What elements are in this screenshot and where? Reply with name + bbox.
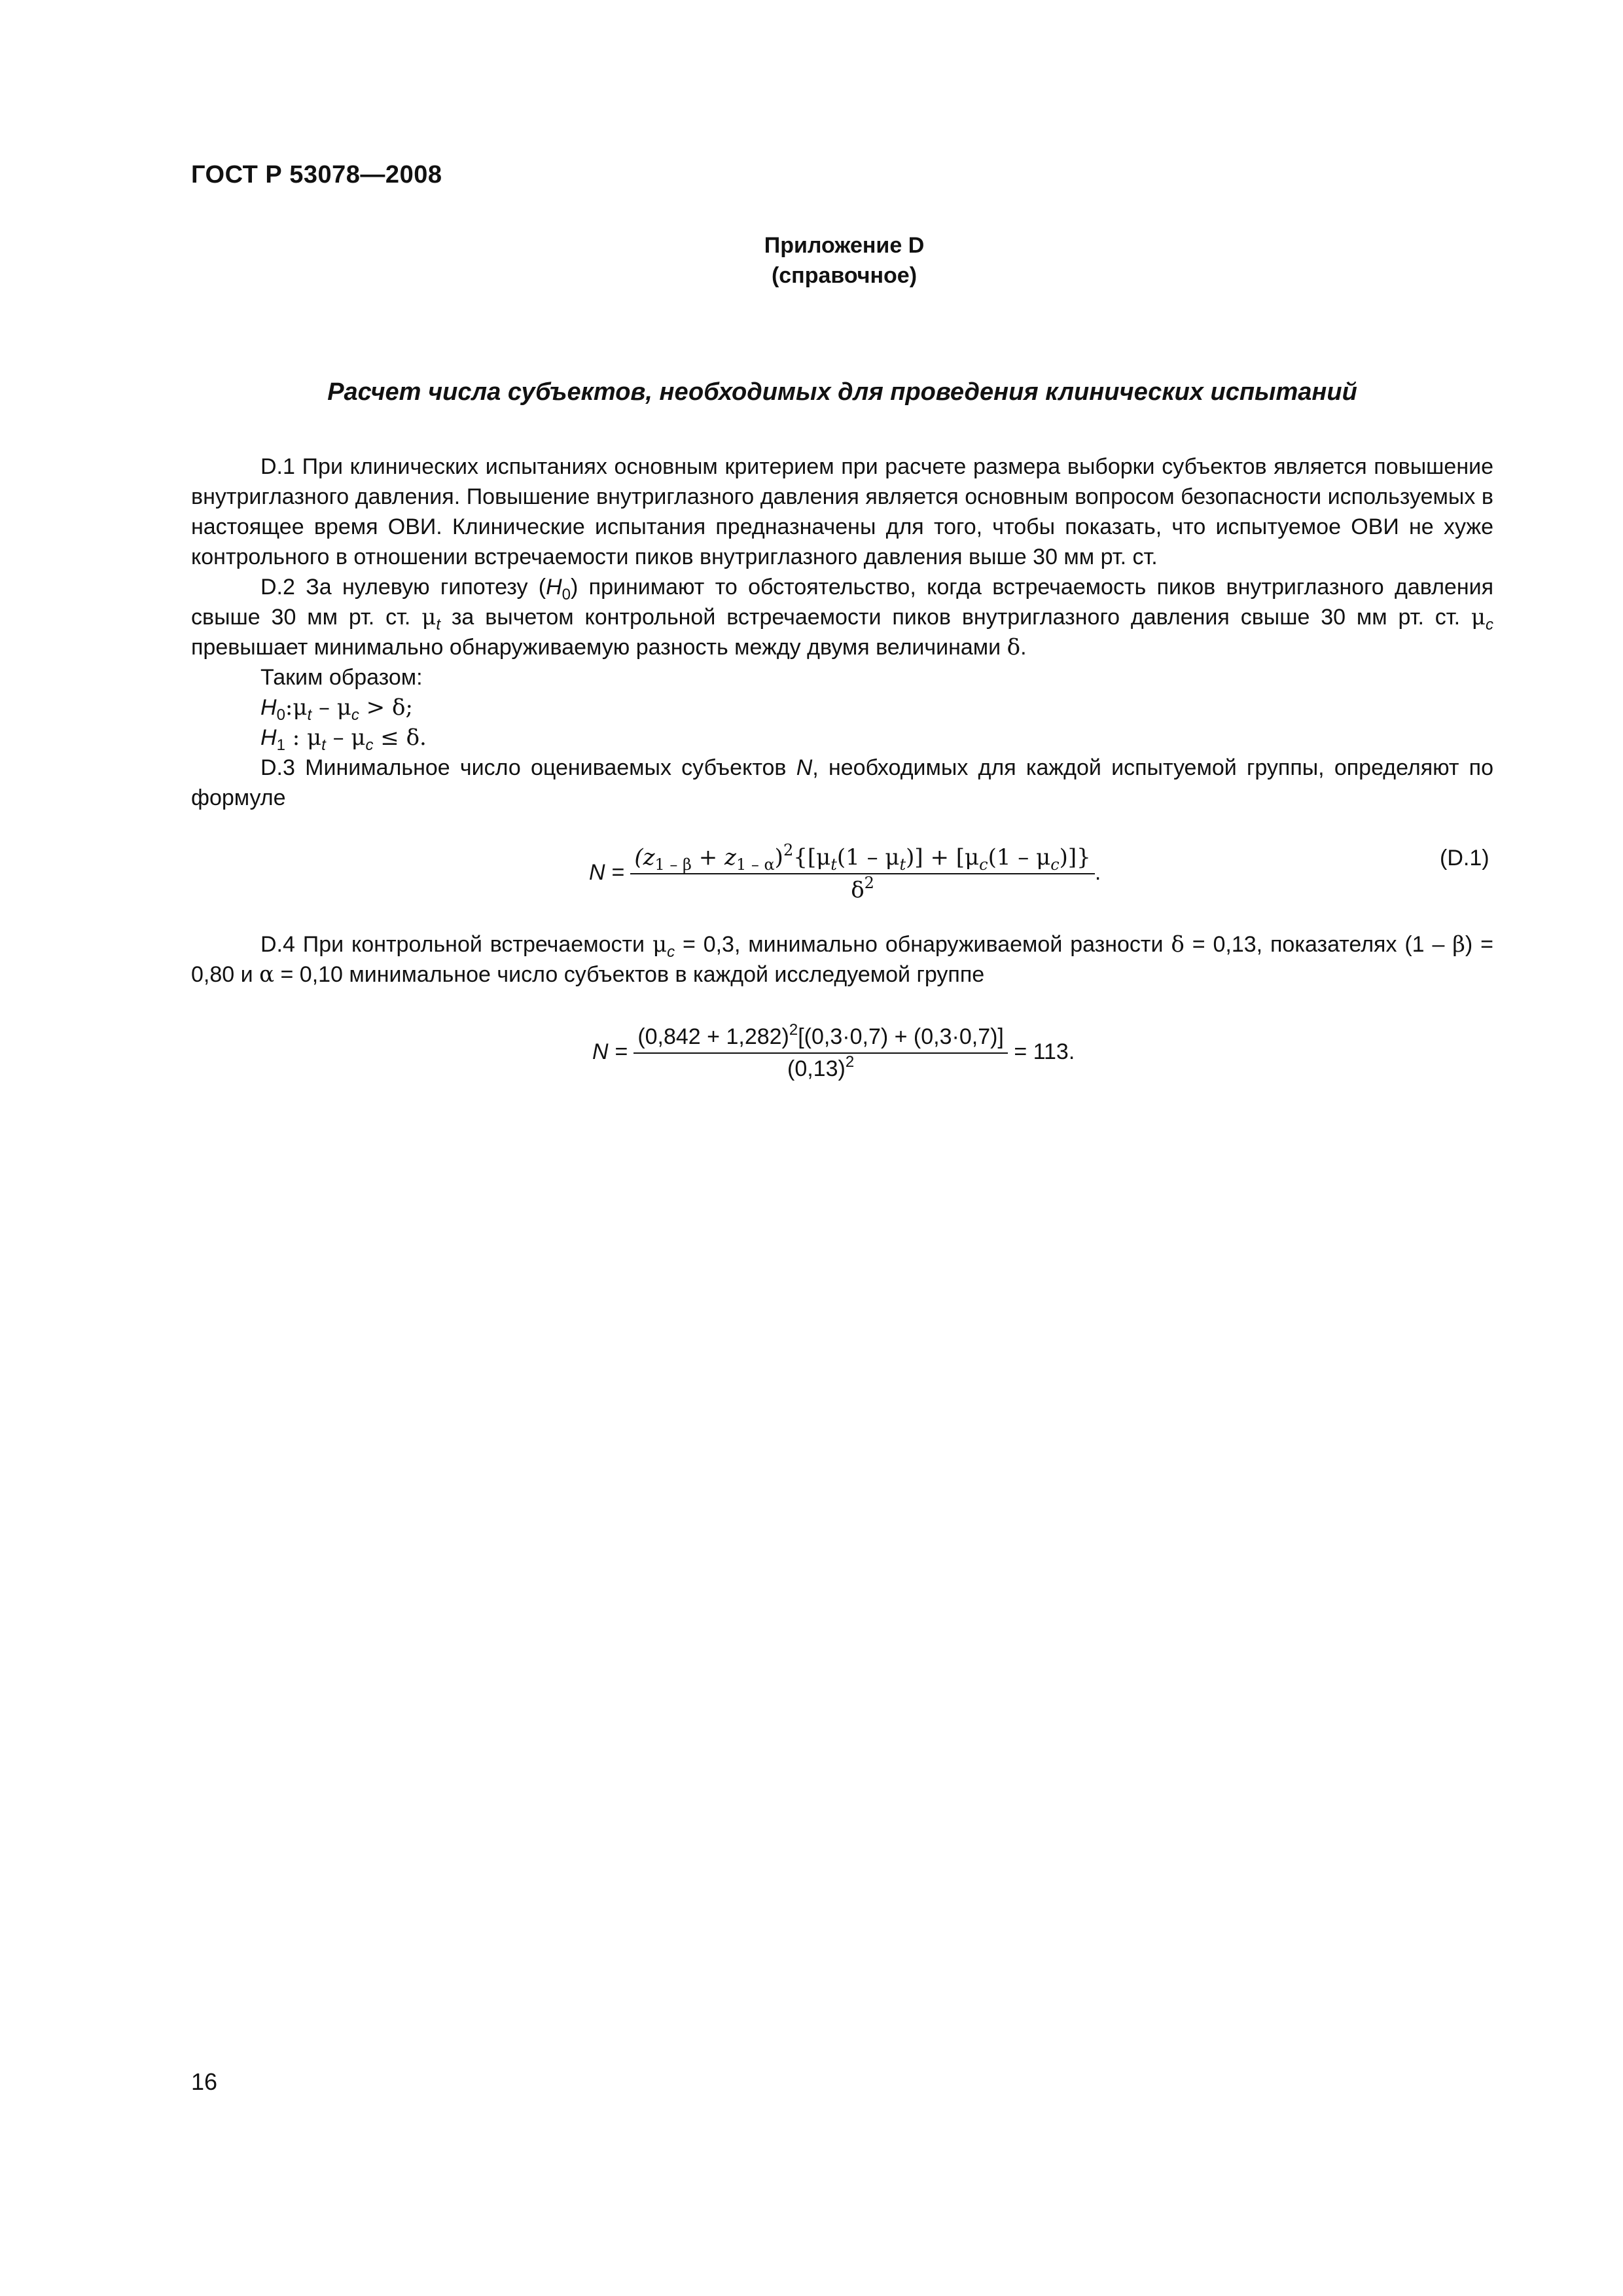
f1-one-minus-mu: (1 – μ bbox=[836, 844, 900, 870]
f1-delta: δ bbox=[851, 877, 865, 903]
hypothesis-h0 bbox=[191, 692, 1493, 723]
f1-sub-alpha: 1 – α bbox=[736, 855, 775, 874]
f1-one-minus-mu-c: (1 – μ bbox=[988, 844, 1051, 870]
d4-text-1: D.4 При контрольной встречаемости bbox=[260, 932, 652, 957]
page-number: 16 bbox=[191, 2068, 218, 2095]
f1-close: ) bbox=[774, 844, 783, 870]
formula1-fraction bbox=[630, 841, 1095, 903]
body-block-2 bbox=[191, 929, 1493, 990]
appendix-heading bbox=[0, 230, 1623, 291]
paragraph-d2 bbox=[191, 572, 1493, 662]
f2-sum: (0,842 + 1,282) bbox=[637, 1024, 789, 1049]
d4-text-2: = 0,3, минимально обнаруживаемой разности bbox=[675, 932, 1171, 957]
d4-alpha-symbol: α bbox=[259, 961, 275, 988]
d4-text-3: = 0,13, показателях (1 – bbox=[1184, 932, 1453, 957]
f1-mu-t-open: {[μ bbox=[793, 844, 831, 870]
d4-text-5: = 0,10 минимальное число субъектов в каждой исследуемой группе bbox=[274, 962, 985, 987]
f1-t-sub-2: t bbox=[899, 855, 906, 874]
f1-square: 2 bbox=[783, 841, 794, 859]
formula2-numerator bbox=[633, 1021, 1008, 1054]
appendix-subtitle: (справочное) bbox=[771, 263, 918, 288]
d2-mu-c-subscript: c bbox=[1486, 616, 1493, 634]
h0-mu-c: – μ bbox=[312, 694, 351, 721]
formula2-lhs: N = bbox=[592, 1039, 628, 1064]
d2-h-subscript: 0 bbox=[562, 586, 571, 603]
formula1-period: . bbox=[1094, 859, 1101, 885]
f2-sum-square: 2 bbox=[789, 1021, 798, 1039]
d2-delta-symbol: δ bbox=[1007, 634, 1021, 660]
f1-z-open: (z bbox=[634, 844, 655, 870]
d4-beta-symbol: β bbox=[1452, 931, 1465, 958]
hypothesis-h1 bbox=[191, 723, 1493, 753]
document-standard-code: ГОСТ Р 53078—2008 bbox=[191, 161, 442, 188]
body-block-1 bbox=[191, 452, 1493, 813]
f1-delta-square: 2 bbox=[864, 874, 874, 892]
d2-mu-t-symbol: μ bbox=[421, 604, 437, 630]
h0-mu-t: :μ bbox=[285, 694, 308, 721]
h1-subscript: 1 bbox=[276, 736, 285, 754]
h1-mu-t: : μ bbox=[285, 725, 322, 751]
appendix-title: Приложение D bbox=[764, 233, 925, 258]
d2-text-2: ) принимают то обстоятельство, когда встречаемость пиков внутриглазного давления свыше 30 мм рт. ст. bbox=[191, 575, 1493, 630]
d4-text-4: ) = 0,80 и bbox=[191, 932, 1493, 987]
paragraph-d3 bbox=[191, 753, 1493, 813]
h1-t-subscript: t bbox=[321, 736, 326, 754]
f1-t-sub-1: t bbox=[830, 855, 837, 874]
equation-number: (D.1) bbox=[1440, 846, 1489, 870]
f1-plus-mu-c: )] + [μ bbox=[906, 844, 980, 870]
h0-relation: > δ; bbox=[359, 694, 413, 721]
d3-n-symbol: N bbox=[796, 755, 813, 780]
f1-plus-z: + z bbox=[691, 844, 736, 870]
section-title: Расчет числа субъектов, необходимых для проведения клинических испытаний bbox=[327, 378, 1357, 406]
formula2-denominator bbox=[633, 1054, 1008, 1082]
h1-relation: ≤ δ. bbox=[373, 725, 427, 751]
formula1-numerator bbox=[630, 841, 1095, 874]
f2-delta-value: (0,13) bbox=[787, 1056, 846, 1081]
h0-t-subscript: t bbox=[307, 706, 312, 724]
d2-end: . bbox=[1020, 635, 1027, 660]
f1-close-all: )]} bbox=[1059, 844, 1091, 870]
d4-c-subscript: c bbox=[667, 943, 675, 961]
d2-mu-c-symbol: μ bbox=[1471, 604, 1486, 630]
thus-line: Таким образом: bbox=[260, 665, 423, 690]
h1-c-subscript: c bbox=[365, 736, 374, 754]
d4-mu-symbol: μ bbox=[652, 931, 668, 958]
h1-mu-c: – μ bbox=[325, 725, 366, 751]
f2-products: [(0,3·0,7) + (0,3·0,7)] bbox=[798, 1024, 1004, 1049]
d2-mu-t-subscript: t bbox=[436, 616, 440, 634]
d2-text-1: D.2 За нулевую гипотезу ( bbox=[260, 575, 546, 600]
d2-text-3: за вычетом контрольной встречаемости пиков внутриглазного давления свыше 30 мм рт. ст. bbox=[440, 605, 1471, 630]
d2-h-symbol: H bbox=[546, 575, 562, 600]
f1-sub-beta: 1 – β bbox=[654, 855, 692, 874]
formula2-fraction bbox=[633, 1021, 1008, 1082]
f2-delta-square: 2 bbox=[845, 1053, 855, 1071]
h1-symbol: H bbox=[260, 725, 277, 750]
d3-text-2: , необходимых для каждой испытуемой группы, определяют по формуле bbox=[191, 755, 1493, 810]
formula-d1 bbox=[589, 841, 1101, 903]
formula2-result: = 113. bbox=[1014, 1039, 1075, 1064]
formula-d1-example bbox=[592, 1021, 1075, 1082]
formula1-lhs: N = bbox=[589, 859, 624, 885]
d4-delta-symbol: δ bbox=[1171, 931, 1185, 958]
h0-subscript: 0 bbox=[276, 706, 285, 724]
paragraph-d4 bbox=[191, 929, 1493, 990]
f1-c-sub-1: c bbox=[979, 855, 988, 874]
formula1-denominator bbox=[630, 874, 1095, 903]
d3-text-1: D.3 Минимальное число оцениваемых субъектов bbox=[260, 755, 796, 780]
paragraph-d1: D.1 При клинических испытаниях основным критерием при расчете размера выборки субъектов является повышение внутриглазного давления. Повышение внутриглазного давления является основным вопросом безопасности используемых в настоящее время ОВИ. Клинические испытания предназначены для того, чтобы показать, что испытуемое ОВИ не хуже контрольного в отношении встречаемости пиков внутриглазного давления выше 30 мм рт. ст. bbox=[191, 454, 1493, 569]
d2-text-4: превышает минимально обнаруживаемую разность между двумя величинами bbox=[191, 635, 1007, 660]
h0-c-subscript: c bbox=[351, 706, 359, 724]
h0-symbol: H bbox=[260, 695, 277, 720]
f1-c-sub-2: c bbox=[1050, 855, 1060, 874]
